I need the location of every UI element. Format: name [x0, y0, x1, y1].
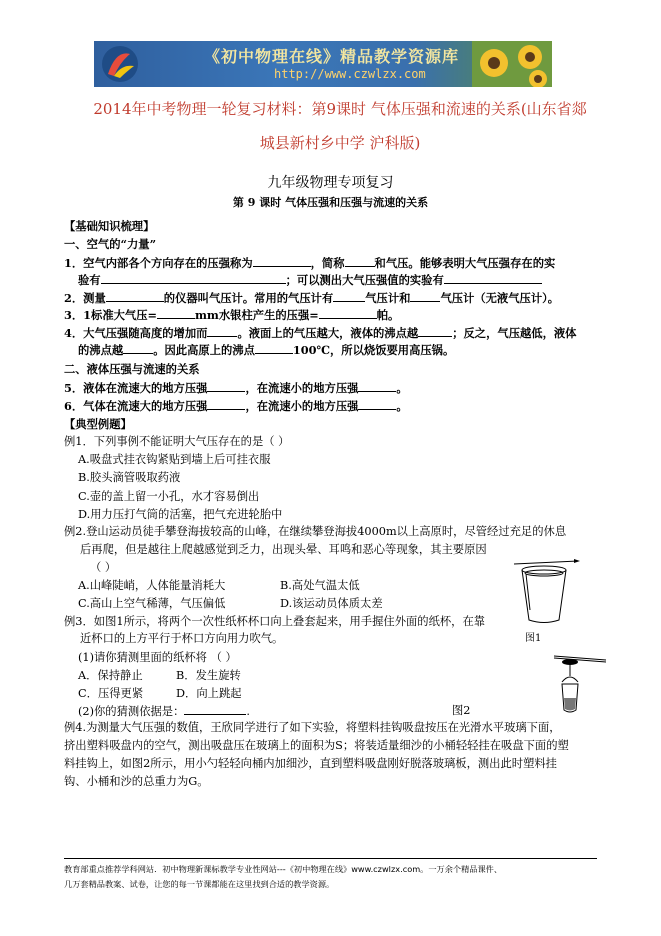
- example-4-line2: 挤出塑料吸盘内的空气，测出吸盘压在玻璃上的面积为S；将装适量细沙的小桶轻轻挂在吸盘下面的塑: [64, 739, 569, 752]
- example-4-line4: 钩、小桶和沙的总重力为G。: [64, 775, 209, 788]
- question-1: 1．空气内部各个方向存在的压强称为 ，简称 和气压。能够表明大气压强存在的实: [64, 256, 556, 270]
- example-2-option-a: A.山峰陡峭，人体能量消耗大: [78, 579, 226, 592]
- section-1-heading: 一、空气的“力量”: [64, 237, 157, 251]
- example-1-option-a: A.吸盘式挂衣钩紧贴到墙上后可挂衣服: [78, 453, 271, 466]
- example-2-option-b: B.高处气温太低: [280, 579, 360, 592]
- page-headline-line1: 2014年中考物理一轮复习材料：第9课时 气体压强和流速的关系(山东省郯: [93, 100, 587, 118]
- figure-2-caption: 图2: [452, 704, 471, 717]
- section-2-heading: 二、液体压强与流速的关系: [64, 362, 200, 376]
- question-4-cont: 的沸点越 。因此高原上的沸点 100℃，所以烧饭要用高压锅。: [78, 343, 455, 357]
- footer-divider: [64, 858, 597, 859]
- doc-subtitle: 第 9 课时 气体压强和压强与流速的关系: [232, 196, 429, 209]
- question-1-cont: 验有 ；可以测出大气压强值的实验有: [78, 272, 542, 288]
- footer-line-1: 教育部重点推荐学科网站．初中物理新课标教学专业性网站---《初中物理在线》www.czwlzx.com。一万余个精品课件、: [64, 864, 503, 874]
- question-5: 5．液体在流速大的地方压强 ，在流速小的地方压强 。: [64, 381, 408, 395]
- example-1-option-b: B.胶头滴管吸取药液: [78, 471, 181, 484]
- example-2-cont: 后再爬，但是越往上爬越感觉到乏力，出现头晕、耳鸣和恶心等现象，其主要原因: [80, 543, 487, 556]
- example-3-cont: 近杯口的上方平行于杯口方向用力吹气。: [80, 632, 284, 645]
- example-2-option-d: D.该运动员体质太差: [280, 597, 383, 610]
- question-2: 2．测量 的仪器叫气压计。常用的气压计有 气压计和 气压计（无液气压计）。: [64, 291, 560, 305]
- example-2: 例2.登山运动员徒手攀登海拔较高的山峰，在继续攀登海拔4000m以上高原时，尽管经过充足的休息: [64, 525, 567, 538]
- banner-title: 《初中物理在线》精品教学资源库: [204, 47, 460, 66]
- banner-url[interactable]: http://www.czwlzx.com: [274, 67, 426, 81]
- example-1: 例1．下列事例不能证明大气压存在的是（ ）: [64, 435, 290, 448]
- example-3-option-a: A．保持静止: [78, 669, 143, 682]
- example-4-line3: 料挂钩上，如图2所示，用小勺轻轻向桶内加细沙，直到塑料吸盘刚好脱落玻璃板，测出此时塑料挂: [64, 757, 557, 770]
- figure-2-bucket: [540, 652, 610, 722]
- example-3-option-b: B．发生旋转: [176, 669, 241, 682]
- section-heading-basic: 【基础知识梳理】: [64, 219, 155, 233]
- example-1-option-c: C.壶的盖上留一小孔，水才容易倒出: [78, 490, 260, 503]
- footer-line-2: 几万套精品教案、试卷，让您的每一节课都能在这里找到合适的教学资源。: [64, 879, 335, 889]
- page-headline-line2: 城县新村乡中学 沪科版): [259, 134, 421, 152]
- doc-title: 九年级物理专项复习: [267, 175, 394, 191]
- logo-icon: [100, 44, 140, 84]
- example-4: 例4.为测量大气压强的数值，王欣同学进行了如下实验，将塑料挂钩吸盘按压在光滑水平玻璃下面，: [64, 721, 561, 734]
- example-3-question-2: (2)你的猜测依据是： .: [78, 705, 250, 718]
- figure-1-cups: [512, 558, 582, 628]
- question-3: 3．1标准大气压= mm水银柱产生的压强= 帕。: [64, 308, 400, 322]
- section-heading-examples: 【典型例题】: [64, 417, 132, 431]
- example-3-option-d: D．向上跳起: [176, 687, 242, 700]
- example-3: 例3．如图1所示，将两个一次性纸杯杯口向上叠套起来，用手握住外面的纸杯，在靠: [64, 615, 486, 628]
- sunflower-icon: [472, 41, 552, 87]
- example-2-answer-paren: （ ）: [90, 561, 117, 574]
- example-3-question-1: (1)请你猜测里面的纸杯将 （ ）: [78, 651, 237, 664]
- example-3-option-c: C．压得更紧: [78, 687, 144, 700]
- question-6: 6．气体在流速大的地方压强 ，在流速小的地方压强 。: [64, 399, 408, 413]
- figure-1-caption: 图1: [525, 633, 542, 644]
- question-4: 4．大气压强随高度的增加而 。液面上的气压越大，液体的沸点越 ；反之，气压越低，液体: [64, 326, 577, 340]
- example-1-option-d: D.用力压打气筒的活塞，把气充进轮胎中: [78, 508, 283, 521]
- site-banner: [94, 41, 552, 87]
- example-2-option-c: C.高山上空气稀薄，气压偏低: [78, 597, 226, 610]
